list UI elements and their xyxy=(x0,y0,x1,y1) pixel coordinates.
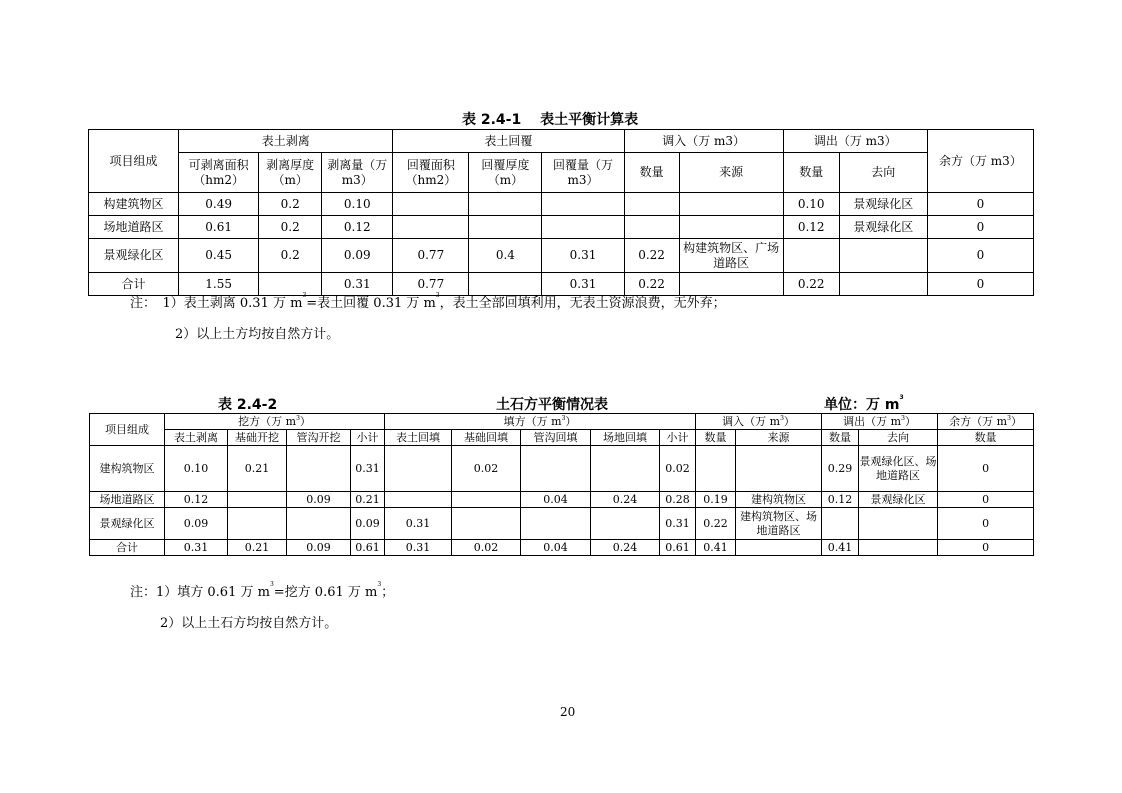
cell: 0.09 xyxy=(351,508,385,540)
subheader: 数量 xyxy=(938,430,1034,446)
cell: 0 xyxy=(938,508,1034,540)
earthwork-balance-table xyxy=(89,413,1034,556)
cell xyxy=(696,446,736,492)
header-text: 调入（万 m xyxy=(722,414,781,428)
table2-title: 表 2.4-2 xyxy=(218,397,278,413)
superscript: 3 xyxy=(1007,414,1011,422)
subheader: 来源 xyxy=(736,430,822,446)
cell xyxy=(287,508,351,540)
header-strip: 表土剥离 xyxy=(179,130,393,153)
subheader: 小计 xyxy=(351,430,385,446)
cell: 0.22 xyxy=(624,239,679,273)
cell: 0.09 xyxy=(287,492,351,508)
table1-note-1 xyxy=(130,292,726,311)
cell: 0.31 xyxy=(385,508,452,540)
cell: 0.19 xyxy=(696,492,736,508)
table-row xyxy=(89,239,1034,273)
header-in: 调入（万 m3） xyxy=(624,130,783,153)
subheader: 基础回填 xyxy=(452,430,521,446)
cell: 0.09 xyxy=(287,540,351,556)
cell xyxy=(822,508,859,540)
cell: 0.31 xyxy=(385,540,452,556)
cell: 0.09 xyxy=(322,239,393,273)
subheader: 管沟回填 xyxy=(521,430,591,446)
subheader: 场地回填 xyxy=(591,430,660,446)
cell: 0 xyxy=(927,216,1033,239)
cell: 0.04 xyxy=(521,540,591,556)
superscript: 3 xyxy=(302,292,307,299)
superscript: 3 xyxy=(780,414,784,422)
cell: 0.45 xyxy=(179,239,259,273)
superscript: 3 xyxy=(269,581,274,588)
cell: 0.10 xyxy=(165,446,228,492)
cell: 0.02 xyxy=(452,446,521,492)
cell: 0.28 xyxy=(660,492,696,508)
cell: 0.02 xyxy=(452,540,521,556)
table1-title: 表 2.4-1 表土平衡计算表 xyxy=(462,112,639,128)
cell xyxy=(542,216,624,239)
superscript: 3 xyxy=(435,292,440,299)
header-rem: 余方（万 m3） xyxy=(927,130,1033,193)
cell xyxy=(839,239,927,273)
cell: 0.31 xyxy=(660,508,696,540)
cell xyxy=(228,492,287,508)
cell: 景观绿化区、场地道路区 xyxy=(859,446,938,492)
header-back-vol: 回覆量（万 m3） xyxy=(542,153,624,193)
cell xyxy=(679,216,783,239)
header-in xyxy=(696,414,822,430)
cell: 1.55 xyxy=(179,273,259,296)
header-strip-area: 可剥离面积（hm2） xyxy=(179,153,259,193)
cell: 建构筑物区 xyxy=(736,492,822,508)
cell: 景观绿化区 xyxy=(839,216,927,239)
table2-note-1 xyxy=(130,581,394,600)
superscript: 3 xyxy=(561,414,566,422)
cell: 0 xyxy=(938,492,1034,508)
header-fill xyxy=(385,414,696,430)
cell: 0.24 xyxy=(591,492,660,508)
cell: 场地道路区 xyxy=(90,492,165,508)
cell xyxy=(469,216,542,239)
table1-note-2: 2）以上土方均按自然方计。 xyxy=(175,327,340,342)
cell: 0.22 xyxy=(696,508,736,540)
header-in-qty: 数量 xyxy=(624,153,679,193)
header-text: 调出（万 m xyxy=(843,414,902,428)
cell xyxy=(385,446,452,492)
cell: 0.2 xyxy=(259,239,322,273)
cell: 0 xyxy=(938,540,1034,556)
note-text: ； xyxy=(381,585,395,600)
note-text: =表土回覆 0.31 万 m xyxy=(306,296,436,311)
header-text: ） xyxy=(299,414,311,428)
header-text: 填方（万 m xyxy=(503,414,562,428)
header-rem xyxy=(938,414,1034,430)
cell: 0.77 xyxy=(393,273,469,296)
cell: 0.61 xyxy=(351,540,385,556)
cell: 合计 xyxy=(89,273,179,296)
cell xyxy=(679,193,783,216)
cell: 0.29 xyxy=(822,446,859,492)
table-row xyxy=(90,508,1034,540)
table-row xyxy=(90,540,1034,556)
cell: 0.21 xyxy=(228,446,287,492)
cell: 0.41 xyxy=(822,540,859,556)
header-out xyxy=(822,414,938,430)
table-row xyxy=(90,492,1034,508)
superscript: 3 xyxy=(296,414,300,422)
table2-note-2: 2）以上土石方均按自然方计。 xyxy=(160,616,338,631)
header-out: 调出（万 m3） xyxy=(783,130,927,153)
note-text: 注： 1）表土剥离 0.31 万 m xyxy=(130,296,303,311)
cell: 0.4 xyxy=(469,239,542,273)
header-in-src: 来源 xyxy=(679,153,783,193)
cell: 0 xyxy=(927,193,1033,216)
cell: 0.02 xyxy=(660,446,696,492)
subheader: 基础开挖 xyxy=(228,430,287,446)
cell xyxy=(469,193,542,216)
cell xyxy=(736,446,822,492)
cell: 0.21 xyxy=(351,492,385,508)
cell: 0 xyxy=(927,239,1033,273)
cell xyxy=(591,446,660,492)
cell xyxy=(859,540,938,556)
cell: 0.12 xyxy=(783,216,839,239)
cell xyxy=(736,540,822,556)
cell xyxy=(452,508,521,540)
header-text: ） xyxy=(1010,414,1022,428)
header-text: ） xyxy=(565,414,577,428)
cell: 0.12 xyxy=(322,216,393,239)
superscript: 3 xyxy=(899,394,904,401)
cell: 0.31 xyxy=(351,446,385,492)
header-back-area: 回覆面积（hm2） xyxy=(393,153,469,193)
cell xyxy=(783,239,839,273)
cell xyxy=(385,492,452,508)
table2-center-title: 土石方平衡情况表 xyxy=(496,397,608,413)
cell xyxy=(542,193,624,216)
table-row xyxy=(89,193,1034,216)
subheader: 表土剥离 xyxy=(165,430,228,446)
header-back-thick: 回覆厚度（m） xyxy=(469,153,542,193)
cell: 0 xyxy=(938,446,1034,492)
cell: 构建筑物区 xyxy=(89,193,179,216)
cell xyxy=(624,216,679,239)
header-strip-vol: 剥离量（万 m3） xyxy=(322,153,393,193)
superscript: 3 xyxy=(377,581,382,588)
superscript: 3 xyxy=(901,414,905,422)
cell: 0.04 xyxy=(521,492,591,508)
header-out-dst: 去向 xyxy=(839,153,927,193)
cell: 0.12 xyxy=(822,492,859,508)
cell xyxy=(839,273,927,296)
page-number: 20 xyxy=(560,705,576,719)
header-text: 挖方（万 m xyxy=(238,414,297,428)
header-item: 项目组成 xyxy=(90,414,165,446)
table-row xyxy=(90,446,1034,492)
cell: 0 xyxy=(927,273,1033,296)
cell xyxy=(287,446,351,492)
cell: 0.10 xyxy=(783,193,839,216)
topsoil-balance-table xyxy=(88,129,1034,296)
cell: 0.61 xyxy=(179,216,259,239)
cell: 0.2 xyxy=(259,216,322,239)
note-text: 注：1）填方 0.61 万 m xyxy=(130,585,270,600)
cell: 0.2 xyxy=(259,193,322,216)
subheader: 数量 xyxy=(822,430,859,446)
header-back: 表土回覆 xyxy=(393,130,624,153)
cell: 场地道路区 xyxy=(89,216,179,239)
cell: 0.41 xyxy=(696,540,736,556)
cell xyxy=(859,508,938,540)
cell xyxy=(228,508,287,540)
cell: 0.10 xyxy=(322,193,393,216)
cell: 0.21 xyxy=(228,540,287,556)
header-text: ） xyxy=(904,414,916,428)
cell: 建构筑物区 xyxy=(90,446,165,492)
cell: 建构筑物区、场地道路区 xyxy=(736,508,822,540)
cell: 0.31 xyxy=(542,273,624,296)
cell: 0.77 xyxy=(393,239,469,273)
cell xyxy=(393,193,469,216)
cell: 构建筑物区、广场道路区 xyxy=(679,239,783,273)
cell xyxy=(521,508,591,540)
header-out-qty: 数量 xyxy=(783,153,839,193)
subheader: 小计 xyxy=(660,430,696,446)
cell xyxy=(591,508,660,540)
cell: 景观绿化区 xyxy=(90,508,165,540)
header-text: 余方（万 m xyxy=(949,414,1008,428)
cell: 0.31 xyxy=(322,273,393,296)
cell: 0.09 xyxy=(165,508,228,540)
subheader: 表土回填 xyxy=(385,430,452,446)
cell: 景观绿化区 xyxy=(89,239,179,273)
note-text: ，表土全部回填利用，无表土资源浪费，无外弃； xyxy=(439,296,726,311)
cell: 0.22 xyxy=(783,273,839,296)
cell xyxy=(624,193,679,216)
cell: 0.31 xyxy=(542,239,624,273)
cell xyxy=(521,446,591,492)
cell: 0.31 xyxy=(165,540,228,556)
note-text: =挖方 0.61 万 m xyxy=(273,585,378,600)
subheader: 数量 xyxy=(696,430,736,446)
cell: 0.49 xyxy=(179,193,259,216)
cell: 景观绿化区 xyxy=(839,193,927,216)
header-strip-thick: 剥离厚度（m） xyxy=(259,153,322,193)
cell: 0.22 xyxy=(624,273,679,296)
cell xyxy=(393,216,469,239)
table-row xyxy=(89,216,1034,239)
cell: 0.24 xyxy=(591,540,660,556)
unit-text: 单位：万 m xyxy=(824,397,900,413)
header-item: 项目组成 xyxy=(89,130,179,193)
header-text: ） xyxy=(783,414,795,428)
table2-unit xyxy=(824,394,904,414)
subheader: 管沟开挖 xyxy=(287,430,351,446)
cell xyxy=(452,492,521,508)
cell: 合计 xyxy=(90,540,165,556)
cell: 景观绿化区 xyxy=(859,492,938,508)
subheader: 去向 xyxy=(859,430,938,446)
cell: 0.12 xyxy=(165,492,228,508)
header-dig xyxy=(165,414,385,430)
cell: 0.61 xyxy=(660,540,696,556)
